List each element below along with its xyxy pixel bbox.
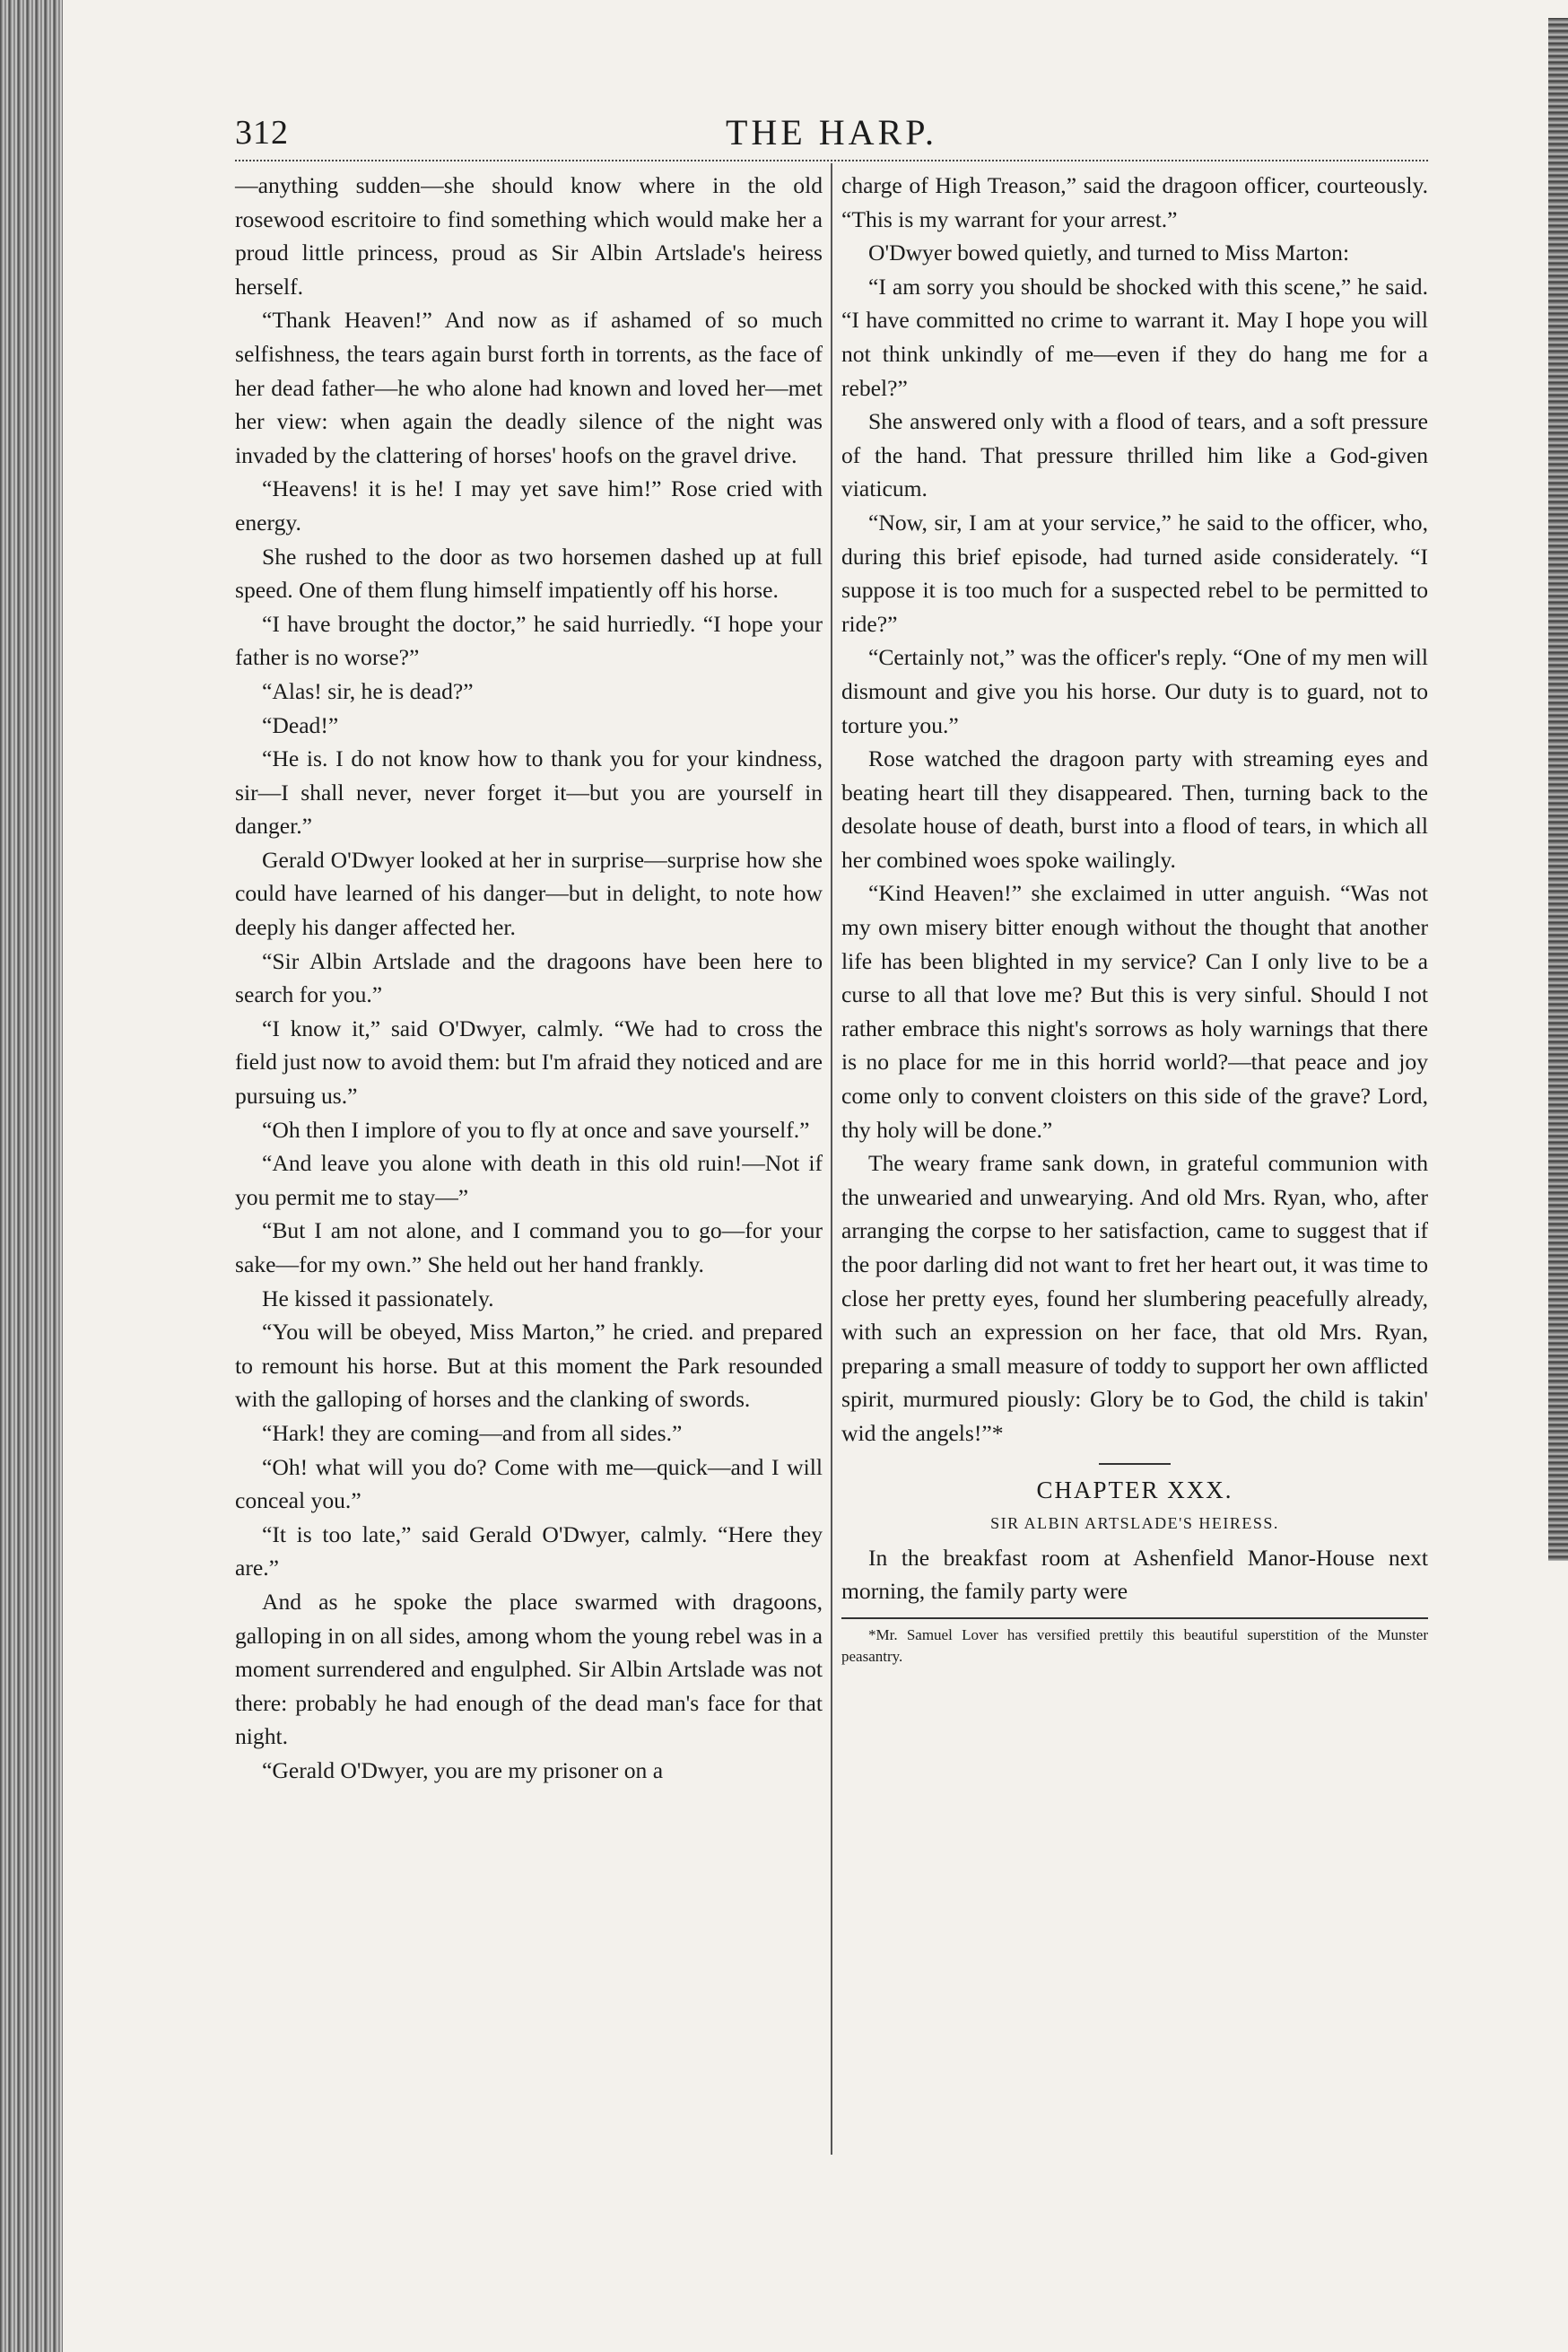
chapter-subtitle: SIR ALBIN ARTSLADE'S HEIRESS. — [990, 1514, 1279, 1533]
paragraph: He kissed it passionately. — [262, 1285, 494, 1311]
footnote-rule — [841, 1617, 1428, 1619]
page-header — [235, 106, 1428, 158]
chapter-rule — [1099, 1463, 1171, 1465]
paragraph: “And leave you alone with death in this old ruin!—Not if you permit me to stay—” — [235, 1150, 823, 1210]
paragraph: “Thank Heaven!” And now as if ashamed of so much selfishness, the tears again burst forth in torrents, as the face of her dead father—he who alone had known and loved her—met her view: when again the deadly silence of the night was invaded by the clattering of horses' hoofs on the gravel drive. — [235, 307, 823, 468]
paragraph: “Oh then I implore of you to fly at once and save yourself.” — [262, 1116, 810, 1143]
paragraph: “Alas! sir, he is dead?” — [262, 677, 474, 704]
paragraph: “Oh! what will you do? Come with me—quick—and I will conceal you.” — [235, 1453, 823, 1514]
paragraph: “I am sorry you should be shocked with this scene,” he said. “I have committed no crime to warrant it. May I hope you will not think unkindly of me—even if they do hang me for a rebel?” — [841, 273, 1428, 401]
right-column — [841, 169, 1428, 1668]
left-column — [235, 169, 823, 1788]
paragraph: “I know it,” said O'Dwyer, calmly. “We had to cross the field just now to avoid them: but I'm afraid they noticed and are pursuing us.” — [235, 1015, 823, 1110]
page-right-edge — [1548, 18, 1568, 1561]
page-number: 312 — [235, 114, 289, 152]
running-title: THE HARP. — [725, 112, 938, 152]
paragraph: “Gerald O'Dwyer, you are my prisoner on a — [262, 1756, 664, 1783]
paragraph: “Now, sir, I am at your service,” he said to the officer, who, during this brief episode, had turned aside considerately. “I suppose it is too much for a suspected rebel to be permitted to ride?” — [841, 509, 1428, 637]
right-column-paragraphs — [841, 169, 1428, 1450]
paragraph: She rushed to the door as two horsemen dashed up at full speed. One of them flung himself impatiently off his horse. — [235, 543, 823, 604]
footnote: *Mr. Samuel Lover has versified prettily this beautiful superstition of the Munster peasantry. — [841, 1625, 1428, 1665]
paragraph: “Sir Albin Artslade and the dragoons have been here to search for you.” — [235, 947, 823, 1008]
paragraph: “He is. I do not know how to thank you for your kindness, sir—I shall never, never forget it—but you are yourself in danger.” — [235, 745, 823, 840]
paragraph: charge of High Treason,” said the dragoon officer, courteously. “This is my warrant for your arrest.” — [841, 172, 1428, 232]
column-divider — [831, 163, 832, 2155]
paragraph: —anything sudden—she should know where in the old rosewood escritoire to find something which would make her a proud little princess, proud as Sir Albin Artslade's heiress herself. — [235, 172, 823, 300]
chapter-heading: CHAPTER XXX. — [1036, 1476, 1233, 1503]
paragraph: “Hark! they are coming—and from all sides.” — [262, 1419, 683, 1446]
paragraph: “Dead!” — [262, 711, 339, 738]
chapter-opening-paragraph: In the breakfast room at Ashenfield Manor-House next morning, the family party were — [841, 1544, 1428, 1605]
header-rule — [235, 160, 1428, 161]
paragraph: “Kind Heaven!” she exclaimed in utter anguish. “Was not my own misery bitter enough without the thought that another life has been blighted in my service? Can I only live to be a curse to all that love me? But this is very sinful. Should I not rather embrace this night's sorrows as holy warnings that there is no place for me in this horrid world?—that peace and joy come only to convent cloisters on this side of the grave? Lord, thy holy will be done.” — [841, 880, 1428, 1143]
paragraph: “I have brought the doctor,” he said hurriedly. “I hope your father is no worse?” — [235, 610, 823, 671]
paragraph: “It is too late,” said Gerald O'Dwyer, calmly. “Here they are.” — [235, 1520, 823, 1581]
paragraph: Rose watched the dragoon party with streaming eyes and beating heart till they disappeared. Then, turning back to the desolate house of death, burst into a flood of tears, in which all her combined woes spoke wailingly. — [841, 745, 1428, 873]
page-binding-edge — [0, 0, 63, 2352]
paragraph: “But I am not alone, and I command you to go—for your sake—for my own.” She held out her hand frankly. — [235, 1217, 823, 1277]
paragraph: The weary frame sank down, in grateful communion with the unwearied and unwearying. And old Mrs. Ryan, who, after arranging the corpse to her satisfaction, came to suggest that if the poor darling did not want to fret her heart out, it was time to close her pretty eyes, found her slumbering peacefully already, with such an expression on her face, that old Mrs. Ryan, preparing a small measure of toddy to support her own afflicted spirit, murmured piously: Glory be to God, the child is takin' wid the angels!”* — [841, 1150, 1428, 1446]
paragraph: “You will be obeyed, Miss Marton,” he cried. and prepared to remount his horse. But at this moment the Park resounded with the galloping of horses and the clanking of swords. — [235, 1319, 823, 1413]
paragraph: She answered only with a flood of tears, and a soft pressure of the hand. That pressure thrilled him like a God-given viaticum. — [841, 408, 1428, 502]
paragraph: “Heavens! it is he! I may yet save him!” Rose cried with energy. — [235, 475, 823, 536]
paragraph: Gerald O'Dwyer looked at her in surprise—surprise how she could have learned of his danger—but in delight, to note how deeply his danger affected her. — [235, 846, 823, 941]
paragraph: O'Dwyer bowed quietly, and turned to Miss Marton: — [868, 240, 1350, 266]
paragraph: “Certainly not,” was the officer's reply. “One of my men will dismount and give you his horse. Our duty is to guard, not to torture you.” — [841, 644, 1428, 738]
paragraph: And as he spoke the place swarmed with dragoons, galloping in on all sides, among whom the young rebel was in a moment surrendered and engulphed. Sir Albin Artslade was not there: probably he had enough of the dead man's face for that night. — [235, 1588, 823, 1750]
